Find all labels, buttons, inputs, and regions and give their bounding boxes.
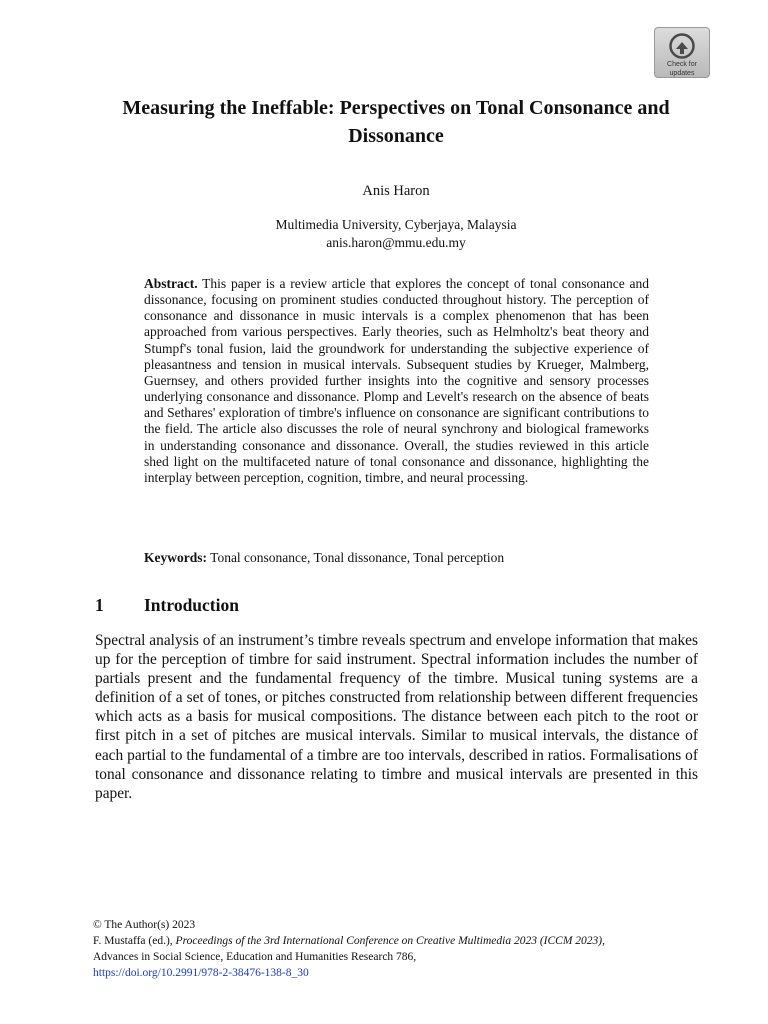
badge-line2: updates <box>669 70 695 77</box>
footer-editor: F. Mustaffa (ed.), <box>93 935 173 947</box>
check-for-updates-icon <box>669 33 695 59</box>
doi-link[interactable]: https://doi.org/10.2991/978-2-38476-138-8_30 <box>93 967 309 979</box>
badge-line1: Check for <box>667 61 697 68</box>
section-title: Introduction <box>144 595 239 615</box>
author-name: Anis Haron <box>362 183 430 199</box>
footer-copyright: © The Author(s) 2023 <box>93 919 196 931</box>
body-paragraph: Spectral analysis of an instrument’s timbre reveals spectrum and envelope information that makes up for the perception of timbre for said instrument. Spectral information includes the number of partials present and the fundamental frequency of the timbre. Musical tuning systems are a definition of a set of tones, or pitches constructed from relationship between different frequencies which acts as a basis for musical compositions. The distance between each pitch to the root or first pitch in a set of pitches are musical intervals. Similar to musical intervals, the distance of each partial to the fundamental of a timbre are too intervals, described in ratios. Formalisations of tonal consonance and dissonance relating to timbre and musical intervals are presented in this paper. <box>95 632 698 802</box>
abstract-text: This paper is a review article that explores the concept of tonal consonance and dissonance, focusing on prominent studies conducted throughout history. The perception of consonance and dissonance in music intervals is a complex phenomenon that has been approached from various perspectives. Early theories, such as Helmholtz's beat theory and Stumpf's tonal fusion, laid the groundwork for understanding the subjective experience of pleasantness and tension in musical intervals. Subsequent studies by Krueger, Malmberg, Guernsey, and others provided further insights into the cognitive and sensory processes underlying consonance and dissonance. Plomp and Levelt's research on the absence of beats and Sethares' exploration of timbre's influence on consonance are significant contributions to the field. The article also discusses the role of neural synchrony and biological frameworks in understanding consonance and dissonance. Overall, the studies reviewed in this article shed light on the multifaceted nature of tonal consonance and dissonance, highlighting the interplay between perception, cognition, timbre, and neural processing. <box>144 276 649 485</box>
keywords <box>144 549 649 567</box>
keywords-text: Tonal consonance, Tonal dissonance, Tonal perception <box>210 550 505 565</box>
check-for-updates-badge[interactable] <box>654 27 710 78</box>
section-heading <box>95 594 239 616</box>
footer-proceedings: Proceedings of the 3rd International Conference on Creative Multimedia 2023 (ICCM 2023) <box>175 935 603 947</box>
paper-title: Measuring the Ineffable: Perspectives on Tonal Consonance and Dissonance <box>122 97 670 147</box>
keywords-label: Keywords: <box>144 550 207 565</box>
footer <box>93 917 713 981</box>
affiliation-block <box>100 216 692 252</box>
abstract <box>144 276 649 486</box>
section-number: 1 <box>95 595 104 615</box>
footer-citation <box>93 933 713 949</box>
footer-proceedings-suffix: , <box>602 935 606 947</box>
abstract-label: Abstract. <box>144 276 198 291</box>
footer-series: Advances in Social Science, Education and Humanities Research 786, <box>93 951 417 963</box>
author-email[interactable]: anis.haron@mmu.edu.my <box>326 235 466 250</box>
affiliation-institution: Multimedia University, Cyberjaya, Malaysia <box>275 217 517 232</box>
